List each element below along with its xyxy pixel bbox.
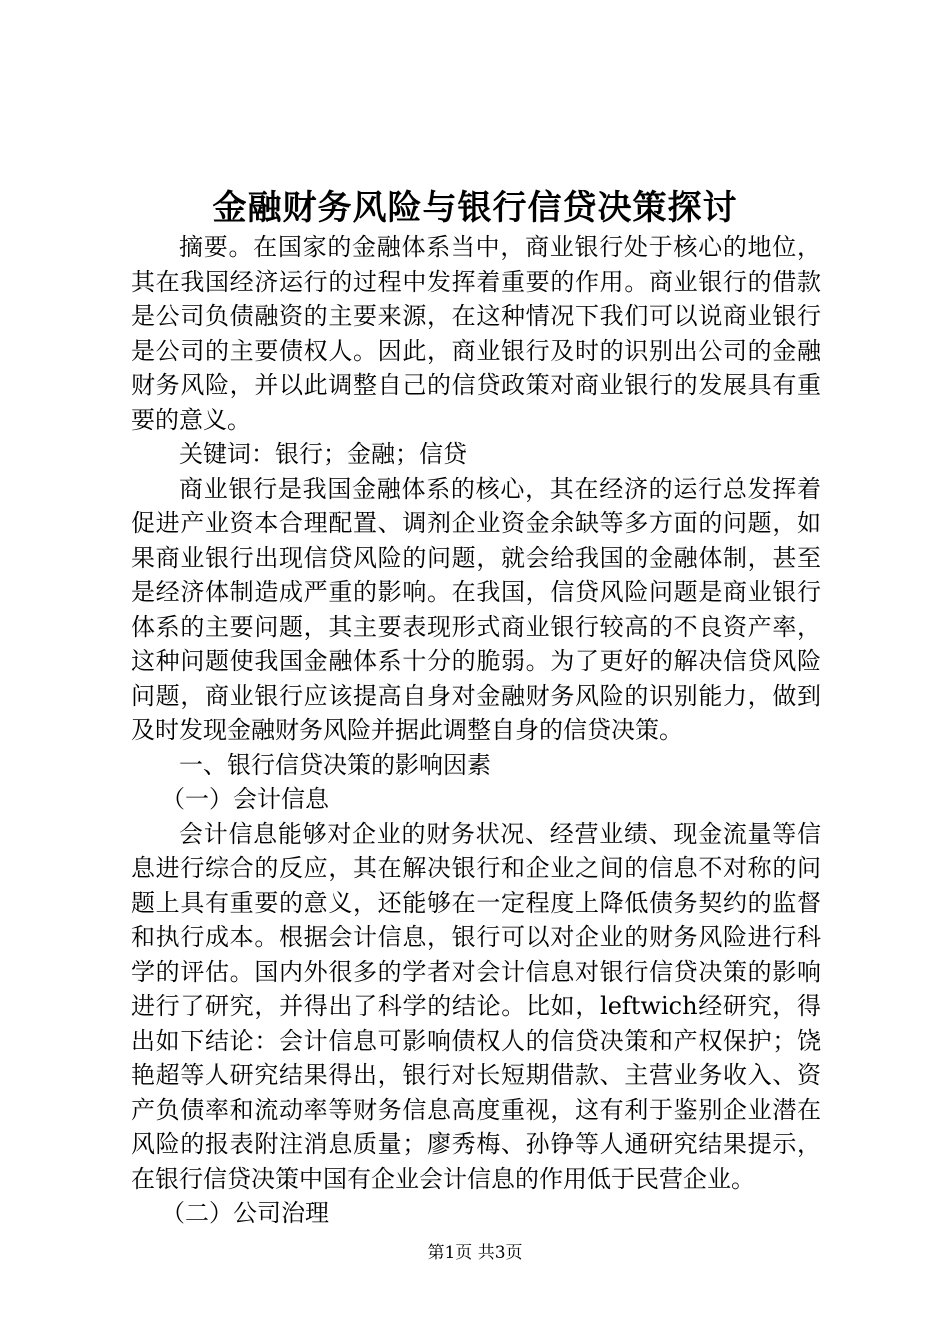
keywords-paragraph: 关键词：银行；金融；信贷 xyxy=(179,440,467,468)
page-footer: 第1页 共3页 xyxy=(427,1243,523,1263)
intro-paragraph: 商业银行是我国金融体系的核心，其在经济的运行总发挥着促进产业资本合理配置、调剂企业资金余缺等多方面的问题，如果商业银行出现信贷风险的问题，就会给我国的金融体制，甚至是经济体制造成严重的影响。在我国，信贷风险问题是商业银行体系的主要问题，其主要表现形式商业银行较高的不良资产率，这种问题使我国金融体系十分的脆弱。为了更好的解决信贷风险问题，商业银行应该提高自身对金融财务风险的识别能力，做到及时发现金融财务风险并据此调整自身的信贷决策。 xyxy=(131,474,821,744)
subsection-heading: （一）会计信息 xyxy=(161,785,329,813)
abstract-paragraph: 摘要。在国家的金融体系当中，商业银行处于核心的地位，其在我国经济运行的过程中发挥着重要的作用。商业银行的借款是公司负债融资的主要来源，在这种情况下我们可以说商业银行是公司的主要债权人。因此，商业银行及时的识别出公司的金融财务风险，并以此调整自己的信贷政策对商业银行的发展具有重要的意义。 xyxy=(131,233,821,434)
subsection-heading: （二）公司治理 xyxy=(161,1199,329,1227)
document-title: 金融财务风险与银行信贷决策探讨 xyxy=(212,188,738,228)
accounting-info-paragraph: 会计信息能够对企业的财务状况、经营业绩、现金流量等信息进行综合的反应，其在解决银行和企业之间的信息不对称的问题上具有重要的意义，还能够在一定程度上降低债务契约的监督和执行成本。根据会计信息，银行可以对企业的财务风险进行科学的评估。国内外很多的学者对会计信息对银行信贷决策的影响进行了研究，并得出了科学的结论。比如，leftwich经研究，得出如下结论：会计信息可影响债权人的信贷决策和产权保护；饶艳超等人研究结果得出，银行对长短期借款、主营业务收入、资产负债率和流动率等财务信息高度重视，这有利于鉴别企业潜在风险的报表附注消息质量；廖秀梅、孙铮等人通研究结果提示，在银行信贷决策中国有企业会计信息的作用低于民营企业。 xyxy=(131,819,821,1193)
section-heading: 一、银行信贷决策的影响因素 xyxy=(179,750,491,779)
document-body xyxy=(131,230,821,1231)
